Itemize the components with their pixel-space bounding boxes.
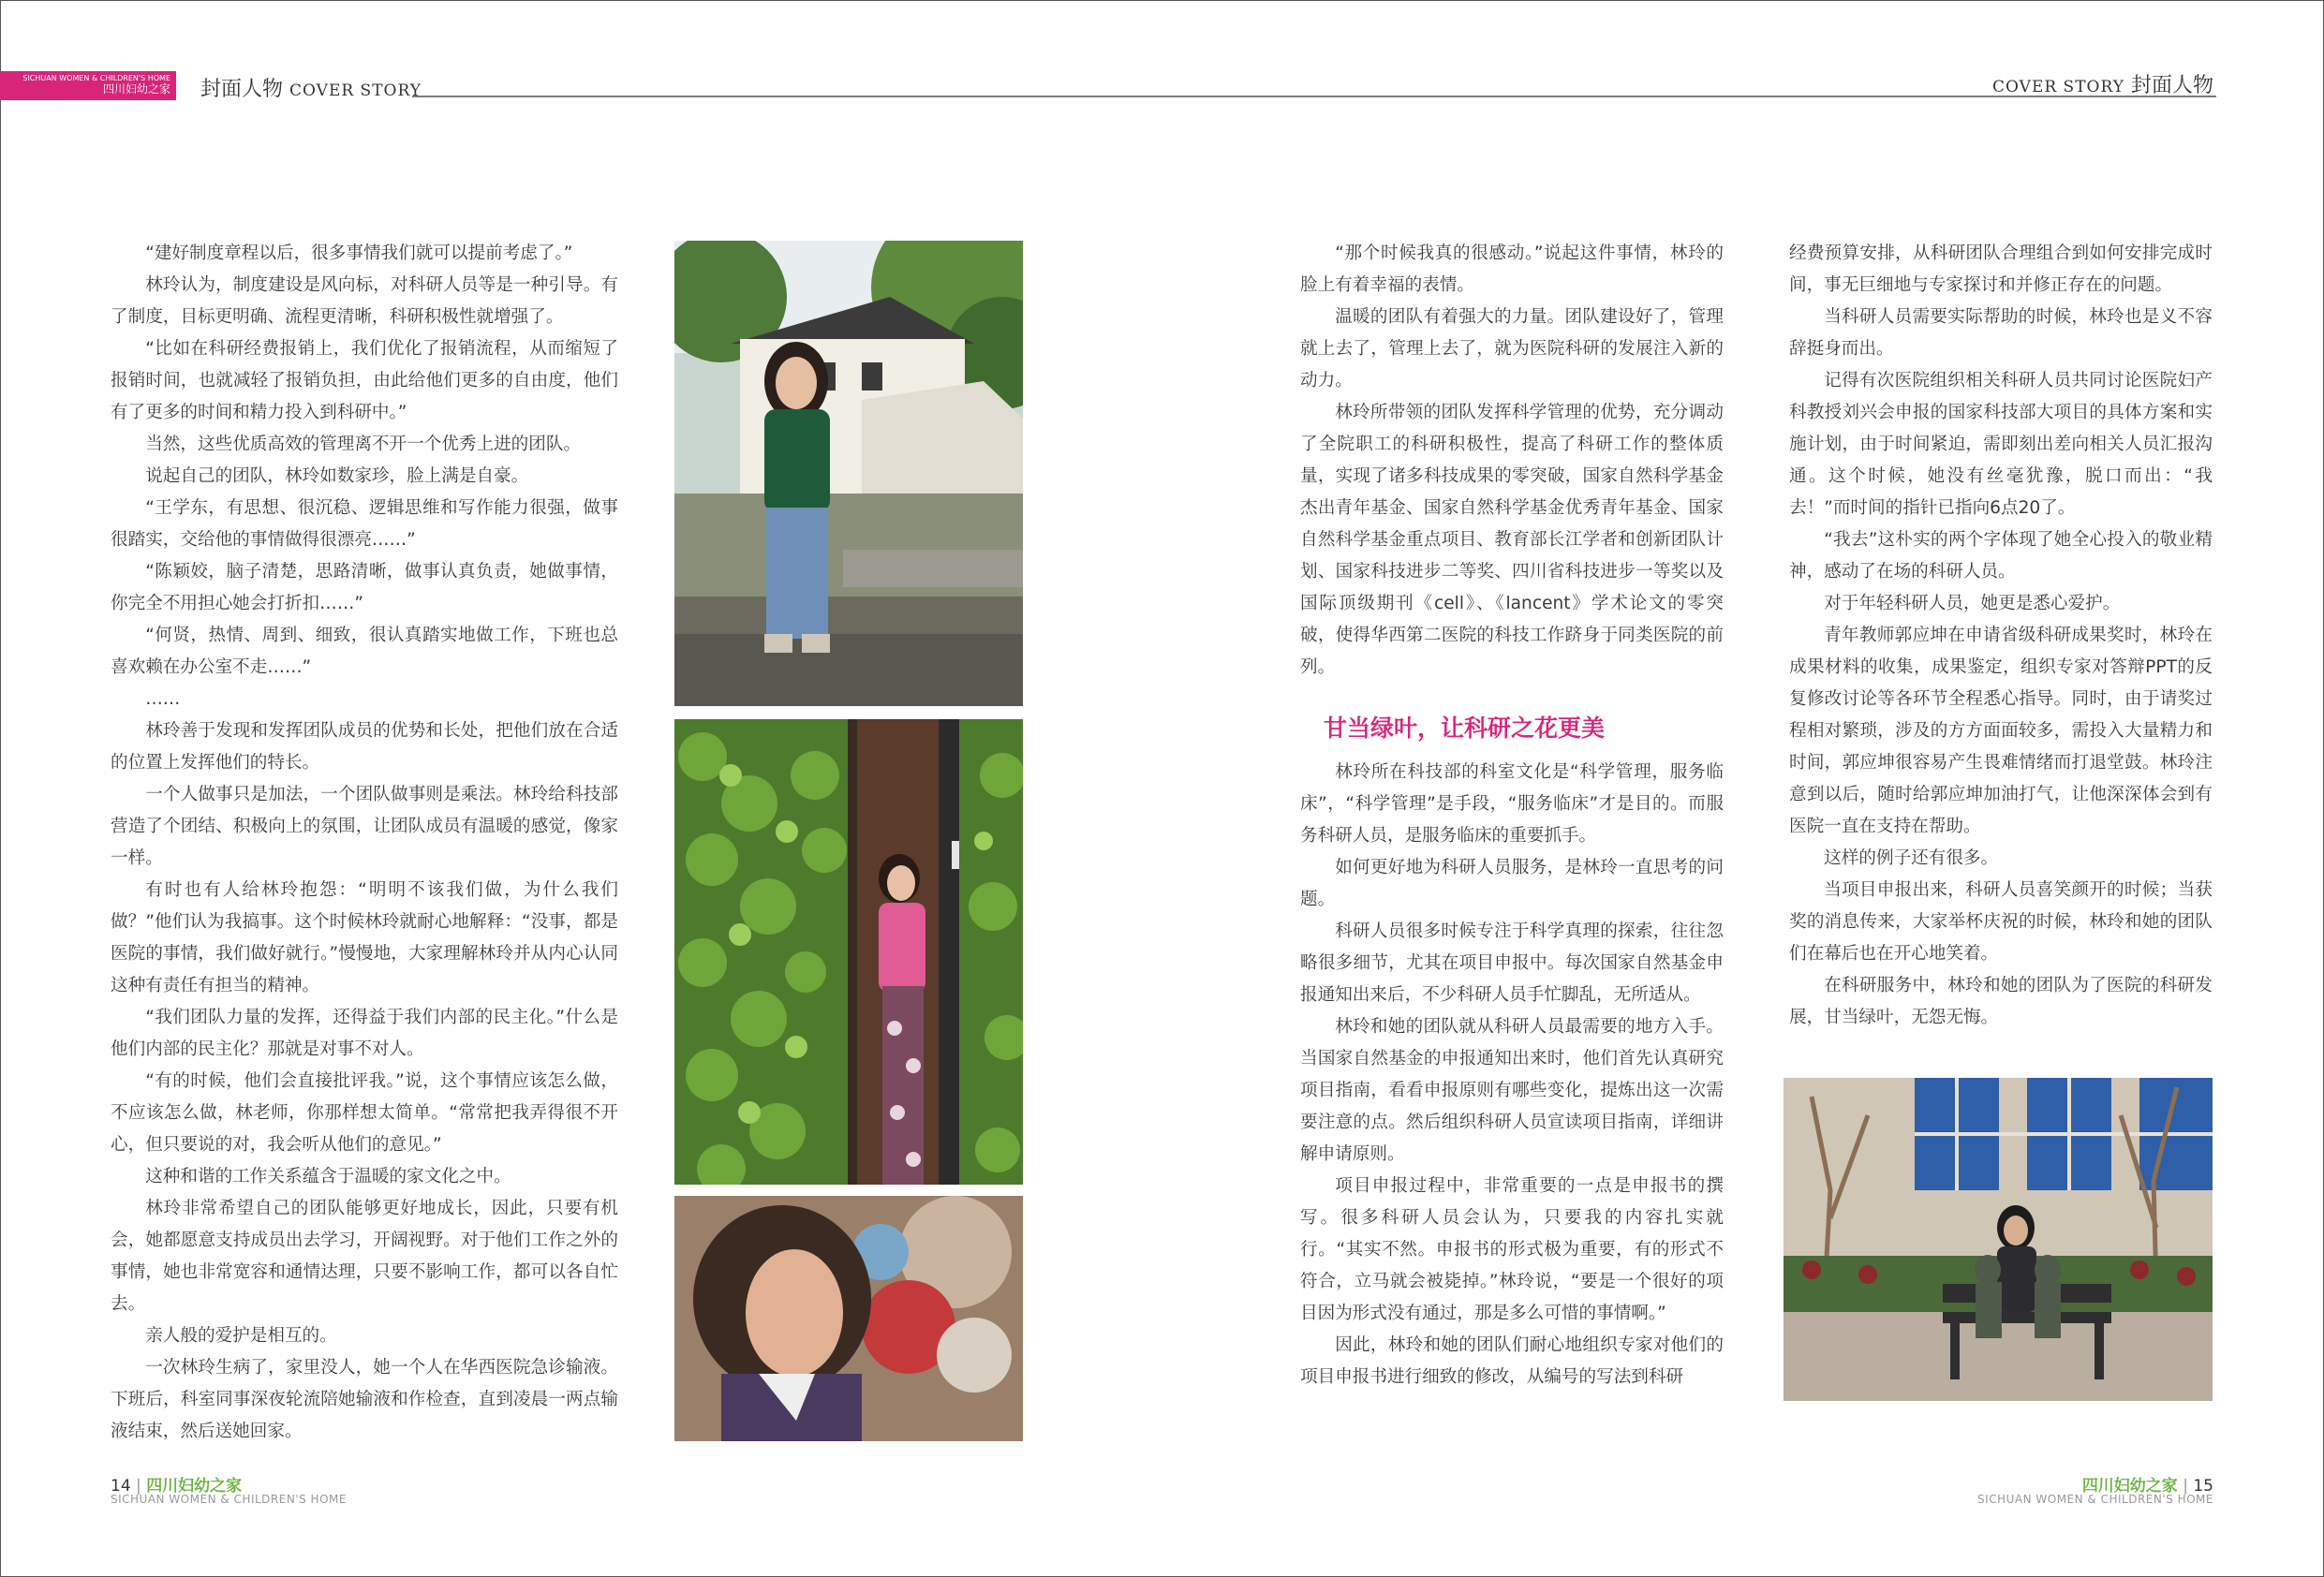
paragraph: “有的时候，他们会直接批评我。”说，这个事情应该怎么做，不应该怎么做，林老师，你那样想太简单。“常常把我弄得很不开心，但只要说的对，我会听从他们的意见。” — [111, 1071, 618, 1155]
paragraph: 一个人做事只是加法，一个团队做事则是乘法。林玲给科技部营造了个团结、积极向上的氛围，让团队成员有温暖的感觉，像家一样。 — [111, 785, 618, 868]
paragraph: “我去”这朴实的两个字体现了她全心投入的敬业精神，感动了在场的科研人员。 — [1789, 530, 2213, 582]
subheading: 甘当绿叶，让科研之花更美 — [1324, 715, 1606, 742]
right-folio: 四川妇幼之家 | 15 — [2081, 1477, 2213, 1496]
paragraph: 林玲和她的团队就从科研人员最需要的地方入手。当国家自然基金的申报通知出来时，他们首先认真研究项目指南，看看申报原则有哪些变化，提炼出这一次需要注意的点。然后组织科研人员宣读项目指南，详细讲解申请原则。 — [1300, 1017, 1724, 1164]
right-folio-en: SICHUAN WOMEN & CHILDREN'S HOME — [1977, 1493, 2213, 1506]
left-section-title-en: COVER STORY — [289, 81, 422, 100]
right-folio-brand: 四川妇幼之家 — [2081, 1477, 2178, 1496]
brand-tab-cn: 四川妇幼之家 — [102, 82, 170, 96]
left-folio-brand: 四川妇幼之家 — [146, 1477, 243, 1496]
paragraph: 科研人员很多时候专注于科学真理的探索，往往忽略很多细节，尤其在项目申报中。每次国家自然基金申报通知出来后，不少科研人员手忙脚乱，无所适从。 — [1300, 921, 1724, 1005]
paragraph: “何贤，热情、周到、细致，很认真踏实地做工作，下班也总喜欢赖在办公室不走……” — [111, 626, 618, 677]
paragraph: 经费预算安排，从科研团队合理组合到如何安排完成时间，事无巨细地与专家探讨和并修正存在的问题。 — [1789, 243, 2213, 295]
paragraph: “陈颖姣，脑子清楚，思路清晰，做事认真负责，她做事情，你完全不用担心她会打折扣……” — [111, 562, 618, 613]
paragraph: 青年教师郭应坤在申请省级科研成果奖时，林玲在成果材料的收集，成果鉴定，组织专家对答辩PPT的反复修改讨论等各环节全程悉心指导。同时，由于请奖过程相对繁琐，涉及的方方面面较多，需投入大量精力和时间，郭应坤很容易产生畏难情绪而打退堂鼓。林玲注意到以后，随时给郭应坤加油打气，让他深深体会到有医院一直在支持在帮助。 — [1789, 626, 2213, 836]
right-text-column-2 — [1789, 238, 2213, 1034]
paragraph: 说起自己的团队，林玲如数家珍，脸上满是自豪。 — [145, 466, 529, 486]
paragraph: 亲人般的爱护是相互的。 — [145, 1326, 337, 1346]
paragraph: 林玲所在科技部的科室文化是“科学管理，服务临床”，“科学管理”是手段，“服务临床”才是目的。而服务科研人员，是服务临床的重要抓手。 — [1300, 762, 1724, 846]
header-rule — [412, 96, 2216, 97]
paragraph: …… — [145, 689, 181, 709]
paragraph: 因此，林玲和她的团队们耐心地组织专家对他们的项目申报书进行细致的修改，从编号的写法到科研 — [1300, 1335, 1724, 1387]
paragraph: 温暖的团队有着强大的力量。团队建设好了，管理就上去了，管理上去了，就为医院科研的发展注入新的动力。 — [1300, 307, 1724, 391]
paragraph: “我们团队力量的发挥，还得益于我们内部的民主化。”什么是他们内部的民主化？那就是对事不对人。 — [111, 1008, 618, 1059]
photo-woman-smiling — [674, 1196, 1023, 1441]
right-page-number: 15 — [2193, 1477, 2213, 1496]
paragraph: 对于年轻科研人员，她更是悉心爱护。 — [1824, 594, 2121, 613]
left-folio: 14 | 四川妇幼之家 — [111, 1477, 243, 1496]
right-section-title — [1992, 69, 2213, 98]
left-section-title-cn: 封面人物 — [200, 78, 284, 101]
paragraph: 林玲认为，制度建设是风向标，对科研人员等是一种引导。有了制度，目标更明确、流程更清晰，科研积极性就增强了。 — [111, 275, 618, 327]
paragraph: 在科研服务中，林玲和她的团队为了医院的科研发展，甘当绿叶，无怨无悔。 — [1789, 976, 2213, 1027]
paragraph: 林玲所带领的团队发挥科学管理的优势，充分调动了全院职工的科研积极性，提高了科研工作的整体质量，实现了诸多科技成果的零突破，国家自然科学基金杰出青年基金、国家自然科学基金优秀青年基金、国家自然科学基金重点项目、教育部长江学者和创新团队计划、国家科技进步二等奖、四川省科技进步一等奖以及国际顶级期刊《cell》、《lancent》学术论文的零突破，使得华西第二医院的科技工作跻身于同类医院的前列。 — [1300, 403, 1724, 677]
paragraph: 当项目申报出来，科研人员喜笑颜开的时候；当获奖的消息传来，大家举杯庆祝的时候，林玲和她的团队们在幕后也在开心地笑着。 — [1789, 880, 2213, 964]
paragraph: 记得有次医院组织相关科研人员共同讨论医院妇产科教授刘兴会申报的国家科技部大项目的具体方案和实施计划，由于时间紧迫，需即刻出差向相关人员汇报沟通。这个时候，她没有丝毫犹豫，脱口而出：“我去！”而时间的指针已指向6点20了。 — [1789, 371, 2213, 518]
paragraph: 这种和谐的工作关系蕴含于温暖的家文化之中。 — [145, 1167, 511, 1186]
paragraph: 当科研人员需要实际帮助的时候，林玲也是义不容辞挺身而出。 — [1789, 307, 2213, 359]
paragraph: “比如在科研经费报销上，我们优化了报销流程，从而缩短了报销时间，也就减轻了报销负担，由此给他们更多的自由度，他们有了更多的时间和精力投入到科研中。” — [111, 339, 618, 422]
left-text-column — [111, 238, 618, 1448]
paragraph: 林玲善于发现和发挥团队成员的优势和长处，把他们放在合适的位置上发挥他们的特长。 — [111, 721, 618, 773]
photo-woman-by-canal — [674, 241, 1023, 706]
photo-woman-on-bench — [1784, 1078, 2213, 1401]
paragraph: “那个时候我真的很感动。”说起这件事情，林玲的脸上有着幸福的表情。 — [1300, 243, 1724, 295]
paragraph: 项目申报过程中，非常重要的一点是申报书的撰写。很多科研人员会认为，只要我的内容扎实就行。“其实不然。申报书的形式极为重要，有的形式不符合，立马就会被毙掉。”林玲说，“要是一个很好的项目因为形式没有通过，那是多么可惜的事情啊。” — [1300, 1176, 1724, 1323]
right-section-title-en: COVER STORY — [1992, 78, 2124, 96]
paragraph: 有时也有人给林玲抱怨：“明明不该我们做，为什么我们做？”他们认为我搞事。这个时候林玲就耐心地解释：“没事，都是医院的事情，我们做好就行。”慢慢地，大家理解林玲并从内心认同这种有责任有担当的精神。 — [111, 880, 618, 995]
paragraph: 如何更好地为科研人员服务，是林玲一直思考的问题。 — [1300, 858, 1724, 909]
right-section-title-cn: 封面人物 — [2130, 74, 2213, 97]
brand-tab — [0, 71, 176, 100]
left-folio-en: SICHUAN WOMEN & CHILDREN'S HOME — [111, 1493, 347, 1506]
paragraph: “建好制度章程以后，很多事情我们就可以提前考虑了。” — [145, 243, 573, 263]
left-section-title — [200, 73, 422, 102]
paragraph: “王学东，有思想、很沉稳、逻辑思维和写作能力很强，做事很踏实，交给他的事情做得很漂亮……” — [111, 498, 618, 550]
left-page-number: 14 — [111, 1477, 131, 1496]
paragraph: 一次林玲生病了，家里没人，她一个人在华西医院急诊输液。下班后，科室同事深夜轮流陪她输液和作检查，直到凌晨一两点输液结束，然后送她回家。 — [111, 1358, 618, 1441]
paragraph: 当然，这些优质高效的管理离不开一个优秀上进的团队。 — [145, 435, 582, 454]
right-text-column-1 — [1300, 238, 1724, 1393]
brand-tab-en: SICHUAN WOMEN & CHILDREN'S HOME — [22, 74, 170, 82]
photo-woman-ivy-doorway — [674, 719, 1023, 1185]
paragraph: 这样的例子还有很多。 — [1824, 848, 1999, 868]
paragraph: 林玲非常希望自己的团队能够更好地成长，因此，只要有机会，她都愿意支持成员出去学习，开阔视野。对于他们工作之外的事情，她也非常宽容和通情达理，只要不影响工作，都可以各自忙去。 — [111, 1199, 618, 1314]
